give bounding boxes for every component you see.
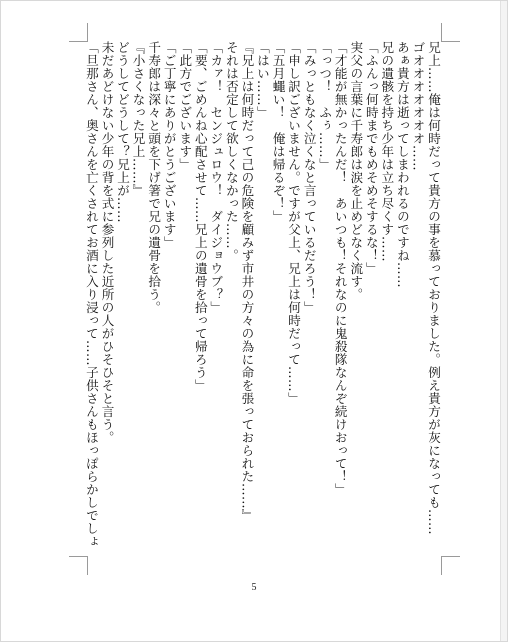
text-line: 『兄上は何時だって己の危険を顧みず市井の方々の為に命を張っておられた……』 bbox=[239, 41, 255, 522]
crop-mark-top-right bbox=[441, 23, 460, 42]
text-line: 「っつ！ ふぅ……」 bbox=[317, 41, 333, 171]
text-line: 「要、ごめんね心配させて……兄上の遺骨を拾って帰ろう」 bbox=[192, 41, 208, 392]
text-line: 千寿郎は深々と頭を下げ箸で兄の遺骨を拾う。 bbox=[146, 41, 162, 314]
text-line: 「此方でございます」 bbox=[177, 41, 193, 171]
text-line: 「申し訳ございません。ですが父上、兄上は何時だって……」 bbox=[286, 41, 302, 405]
crop-mark-top-left bbox=[69, 23, 88, 42]
text-line: 「五月蠅い！ 俺は帰るぞ！」 bbox=[270, 41, 286, 223]
text-line: どうしてどうして？兄上が…… bbox=[115, 41, 131, 223]
text-line: 『小さくなった兄上……』 bbox=[130, 41, 146, 197]
text-line: 「才能が無かったんだ！ あいつも！それなのに鬼殺隊なんぞ続けおって！」 bbox=[332, 41, 348, 496]
page-number: 5 bbox=[251, 582, 257, 593]
text-line: 兄上……俺は何時だって貴方の事を慕っておりました。例え貴方が灰になっても…… bbox=[426, 41, 441, 535]
text-line: 未だあどけない少年の背を式に参列した近所の人がひそひそと言う。 bbox=[99, 41, 115, 444]
crop-mark-bottom-right bbox=[441, 556, 460, 575]
text-line: 「ご丁寧にありがとうございます」 bbox=[161, 41, 177, 249]
text-line: 「旦那さん、奥さんを亡くされてお酒に入り浸って……子供さんもほっぽらかしでしょ bbox=[83, 41, 99, 548]
text-line: 「カァ！ センジュロウ！ ダイジョウブ？」 bbox=[208, 41, 224, 314]
text-line: 兄の遺骸を持ち少年は立ち尽くす…… bbox=[379, 41, 395, 262]
vertical-text-body bbox=[63, 41, 441, 553]
crop-mark-bottom-left bbox=[69, 556, 88, 575]
text-line: 「ふんっ何時までもめそめそするな！」 bbox=[363, 41, 379, 275]
text-line: 「はい……」 bbox=[254, 41, 270, 119]
vertical-scrollbar[interactable] bbox=[500, 1, 507, 641]
text-line: 実父の言葉に千寿郎は涙を止めどなく流す。 bbox=[348, 41, 364, 301]
text-line: あぁ貴方は逝ってしまわれるのですね…… bbox=[394, 41, 410, 288]
text-line: 「みっともなく泣くなと言っているだろう！」 bbox=[301, 41, 317, 314]
text-line: それは否定して欲しくなかった……。 bbox=[223, 41, 239, 262]
text-line: ゴオオオオオオオ…… bbox=[410, 41, 426, 171]
